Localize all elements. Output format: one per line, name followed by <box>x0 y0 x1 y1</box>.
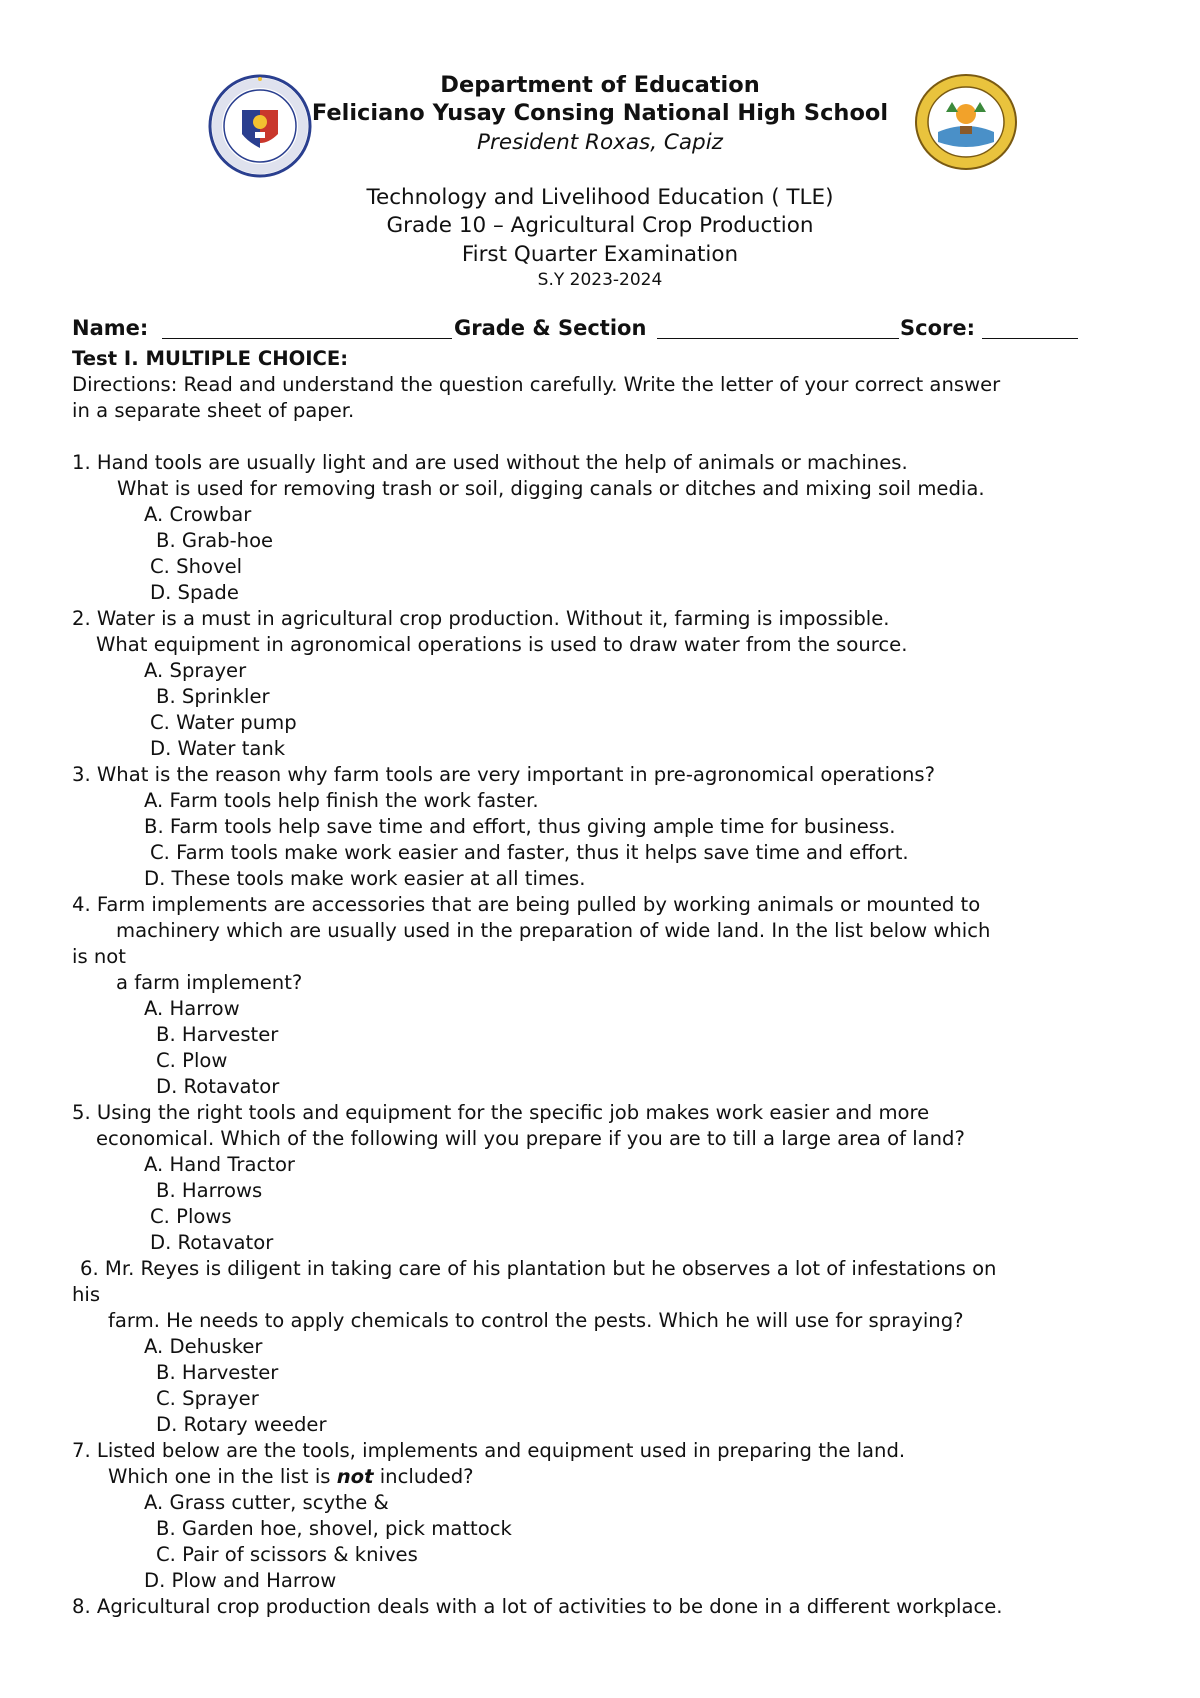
question-1-stem: What is used for removing trash or soil, digging canals or ditches and mixing soil media. <box>117 477 985 500</box>
choice-item: B. Garden hoe, shovel, pick mattock <box>156 1517 512 1540</box>
question-7-stem <box>72 1464 1132 1490</box>
grade-section-field[interactable] <box>657 338 899 339</box>
choice-item: C. Water pump <box>150 711 297 734</box>
choice-item: B. Farm tools help save time and effort, thus giving ample time for business. <box>144 815 896 838</box>
test-title: Test I. MULTIPLE CHOICE: <box>72 347 349 370</box>
directions-line: Directions: Read and understand the question carefully. Write the letter of your correct answer <box>72 373 1001 396</box>
choice-item: D. Water tank <box>150 737 286 760</box>
choice-item: C. Pair of scissors & knives <box>156 1543 418 1566</box>
question-4-stem: is not <box>72 945 126 968</box>
choice-item: A. Hand Tractor <box>144 1153 295 1176</box>
choice-item: B. Harrows <box>156 1179 263 1202</box>
grade-title: Grade 10 – Agricultural Crop Production <box>386 213 814 238</box>
choice-item: D. Plow and Harrow <box>144 1569 337 1592</box>
choice-item: D. These tools make work easier at all times. <box>144 867 586 890</box>
school-location: President Roxas, Capiz <box>477 130 723 155</box>
question-4-stem: machinery which are usually used in the preparation of wide land. In the list below which <box>116 919 991 942</box>
choice-item: C. Plow <box>156 1049 228 1072</box>
choice-item: A. Grass cutter, scythe & <box>144 1491 389 1514</box>
question-2-stem: What equipment in agronomical operations is used to draw water from the source. <box>96 633 908 656</box>
choice-item: B. Sprinkler <box>156 685 270 708</box>
grade-section-label: Grade & Section <box>454 316 647 340</box>
question-7-stem: 7. Listed below are the tools, implements and equipment used in preparing the land. <box>72 1439 906 1462</box>
question-7-text: included? <box>379 1465 474 1488</box>
choice-item: C. Plows <box>150 1205 232 1228</box>
name-field[interactable] <box>162 338 452 339</box>
score-label: Score: <box>900 316 975 340</box>
question-5-stem: 5. Using the right tools and equipment for the specific job makes work easier and more <box>72 1101 930 1124</box>
choice-item: C. Shovel <box>150 555 243 578</box>
choice-item: D. Rotary weeder <box>156 1413 327 1436</box>
choice-item: A. Farm tools help finish the work faster. <box>144 789 539 812</box>
choice-item: C. Farm tools make work easier and faster, thus it helps save time and effort. <box>150 841 909 864</box>
question-6-stem: his <box>72 1283 101 1306</box>
name-label: Name: <box>72 316 149 340</box>
department-title: Department of Education <box>440 72 760 98</box>
choice-item: D. Rotavator <box>150 1231 274 1254</box>
question-8-stem: 8. Agricultural crop production deals with a lot of activities to be done in a different workplace. <box>72 1595 1003 1618</box>
choice-item: C. Sprayer <box>156 1387 259 1410</box>
question-4-stem: a farm implement? <box>116 971 303 994</box>
question-6-stem: 6. Mr. Reyes is diligent in taking care of his plantation but he observes a lot of infestations on <box>80 1257 997 1280</box>
question-7-text: Which one in the list is <box>108 1465 331 1488</box>
question-4-stem: 4. Farm implements are accessories that are being pulled by working animals or mounted to <box>72 893 981 916</box>
choice-item: A. Dehusker <box>144 1335 263 1358</box>
school-year: S.Y 2023-2024 <box>537 270 663 290</box>
choice-item: A. Harrow <box>144 997 240 1020</box>
choice-item: B. Grab-hoe <box>156 529 274 552</box>
question-3-stem: 3. What is the reason why farm tools are very important in pre-agronomical operations? <box>72 763 936 786</box>
choice-item: A. Crowbar <box>144 503 252 526</box>
question-1-stem: 1. Hand tools are usually light and are used without the help of animals or machines. <box>72 451 908 474</box>
choice-item: B. Harvester <box>156 1023 279 1046</box>
exam-body <box>72 346 1132 1620</box>
choice-item: D. Spade <box>150 581 239 604</box>
score-field[interactable] <box>982 338 1078 339</box>
exam-title: First Quarter Examination <box>461 242 739 267</box>
student-info-bar <box>72 316 1132 342</box>
directions-line: in a separate sheet of paper. <box>72 399 355 422</box>
emphasis-not: not <box>336 1465 374 1488</box>
choice-item: B. Harvester <box>156 1361 279 1384</box>
school-name: Feliciano Yusay Consing National High School <box>311 100 889 126</box>
question-6-stem: farm. He needs to apply chemicals to control the pests. Which he will use for spraying? <box>108 1309 964 1332</box>
choice-item: D. Rotavator <box>156 1075 280 1098</box>
question-5-stem: economical. Which of the following will you prepare if you are to till a large area of land? <box>96 1127 965 1150</box>
question-2-stem: 2. Water is a must in agricultural crop production. Without it, farming is impossible. <box>72 607 890 630</box>
subject-title: Technology and Livelihood Education ( TLE) <box>366 185 834 210</box>
choice-item: A. Sprayer <box>144 659 247 682</box>
